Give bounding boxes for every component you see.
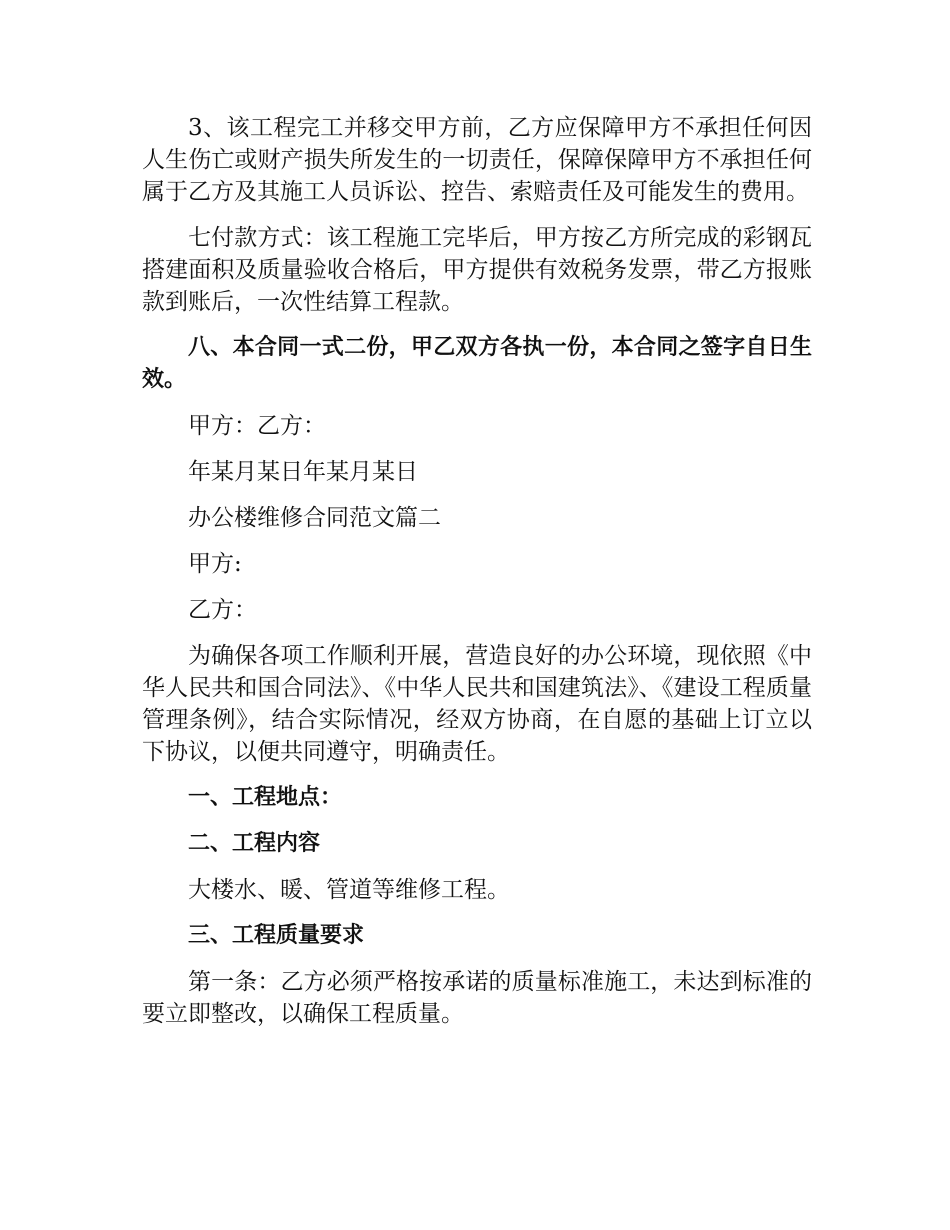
signature-parties: 甲方：乙方： (188, 413, 326, 439)
paragraph-project-content: 大楼水、暖、管道等维修工程。 (188, 877, 510, 903)
heading-project-location: 一、工程地点： (188, 785, 343, 810)
paragraph-payment-method: 七付款方式：该工程施工完毕后，甲方按乙方所完成的彩钢瓦搭建面积及质量验收合格后，甲方提供有效税务发票，带乙方报账款到账后，一次性结算工程款。 (142, 225, 812, 315)
heading-project-content: 二、工程内容 (188, 831, 321, 856)
paragraph-safety-liability: 3、该工程完工并移交甲方前，乙方应保障甲方不承担任何因人生伤亡或财产损失所发生的一切责任，保障保障甲方不承担任何属于乙方及其施工人员诉讼、控告、索赔责任及可能发生的费用。 (142, 115, 812, 205)
document-body (142, 112, 812, 1044)
party-b-label: 乙方： (188, 597, 257, 623)
paragraph-article-one: 第一条：乙方必须严格按承诺的质量标准施工，未达到标准的要立即整改，以确保工程质量。 (142, 969, 812, 1027)
heading-quality-requirements: 三、工程质量要求 (188, 923, 365, 948)
section-title-part-two: 办公楼维修合同范文篇二 (188, 505, 441, 531)
paragraph-contract-copies: 八、本合同一式二份，甲乙双方各执一份，本合同之签字自日生效。 (142, 335, 812, 392)
paragraph-preamble: 为确保各项工作顺利开展，营造良好的办公环境，现依照《中华人民共和国合同法》、《中华人民共和国建筑法》、《建设工程质量管理条例》，结合实际情况，经双方协商，在自愿的基础上订立以下协议，以便共同遵守，明确责任。 (142, 643, 812, 765)
signature-dates: 年某月某日年某月某日 (188, 459, 418, 485)
party-a-label: 甲方: (188, 551, 242, 577)
